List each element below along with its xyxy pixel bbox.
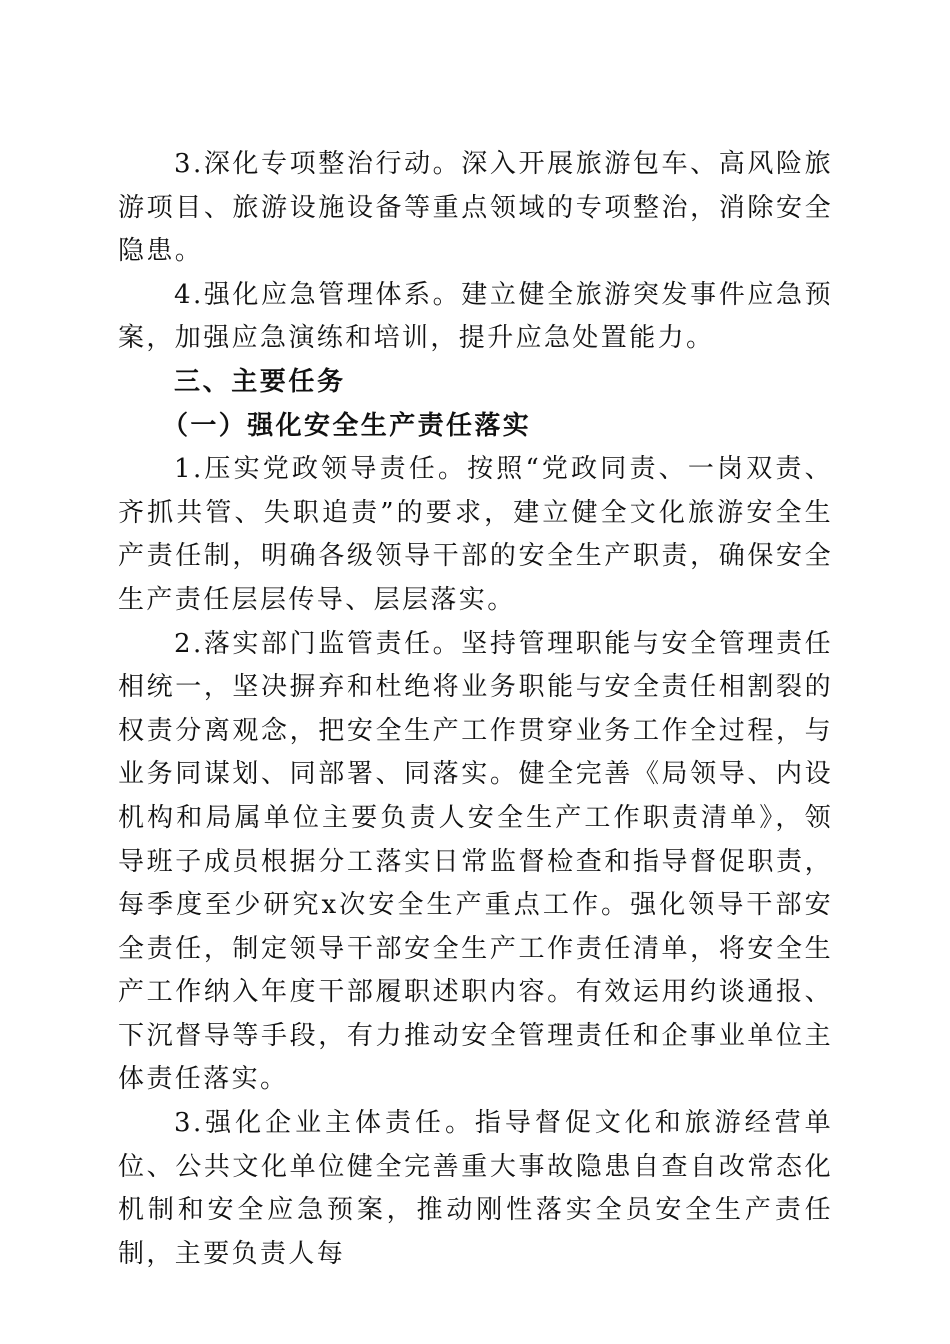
- subsection-heading-responsibility: （一）强化安全生产责任落实: [162, 410, 532, 441]
- section-heading-main-tasks: 三、主要任务: [174, 366, 346, 397]
- paragraph-task-3-rectification: 3.深化专项整治行动。深入开展旅游包车、高风险旅游项目、旅游设施设备等重点领域的专项整治，消除安全隐患。: [118, 149, 833, 267]
- paragraph-item-2-supervision: 2.落实部门监管责任。坚持管理职能与安全管理责任相统一，坚决摒弃和杜绝将业务职能与安全责任相割裂的权责分离观念，把安全生产工作贯穿业务工作全过程，与业务同谋划、同部署、同落实。健全完善《局领导、内设机构和局属单位主要负责人安全生产工作职责清单》，领导班子成员根据分工落实日常监督检查和指导督促职责，每季度至少研究x次安全生产重点工作。强化领导干部安全责任，制定领导干部安全生产工作责任清单，将安全生产工作纳入年度干部履职述职内容。有效运用约谈通报、下沉督导等手段，有力推动安全管理责任和企事业单位主体责任落实。: [118, 628, 833, 1095]
- paragraph-item-3-enterprise: 3.强化企业主体责任。指导督促文化和旅游经营单位、公共文化单位健全完善重大事故隐患自查自改常态化机制和安全应急预案，推动刚性落实全员安全生产责任制，主要负责人每: [118, 1108, 833, 1269]
- paragraph-item-1-leadership: 1.压实党政领导责任。按照“党政同责、一岗双责、齐抓共管、失职追责”的要求，建立健全文化旅游安全生产责任制，明确各级领导干部的安全生产职责，确保安全生产责任层层传导、层层落实。: [118, 454, 833, 615]
- document-body: [118, 143, 833, 1276]
- paragraph-task-4-emergency: 4.强化应急管理体系。建立健全旅游突发事件应急预案，加强应急演练和培训，提升应急处置能力。: [118, 279, 833, 354]
